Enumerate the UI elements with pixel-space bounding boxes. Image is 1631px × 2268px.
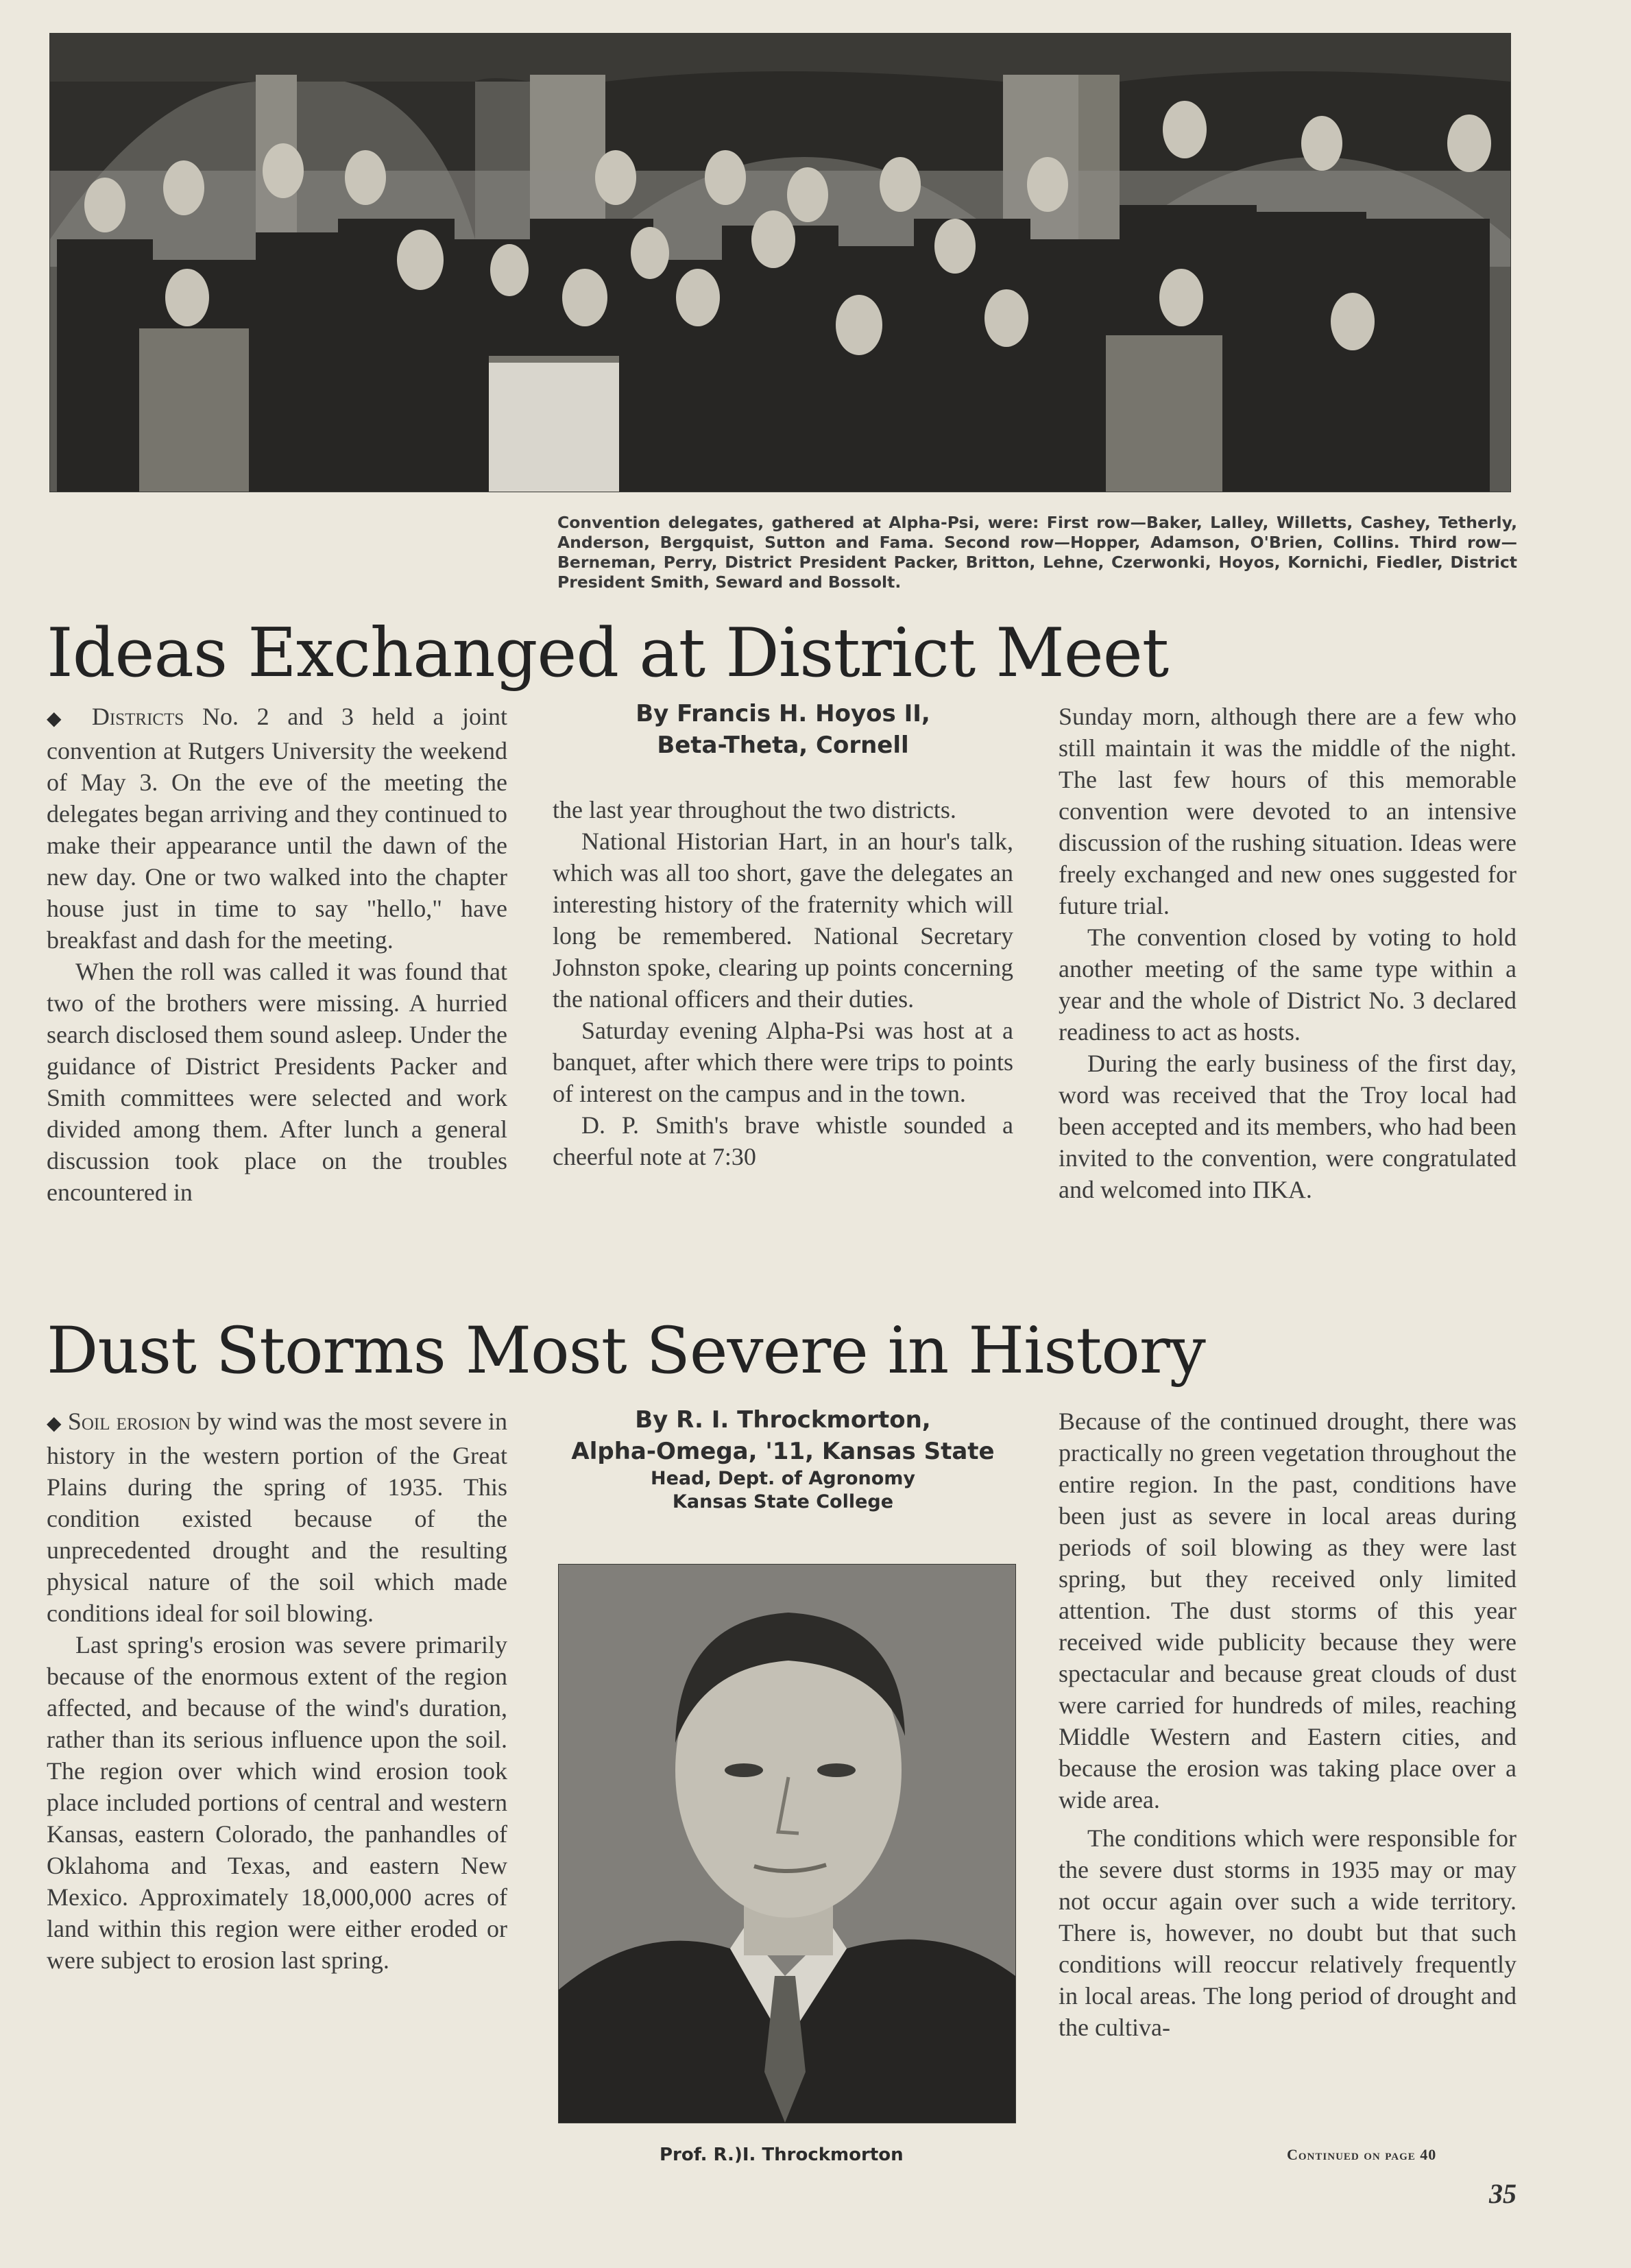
article1-column-2 [553, 794, 1013, 1172]
article1-headline: Ideas Exchanged at District Meet [47, 614, 1169, 692]
article1-lead-rest: No. 2 and 3 held a joint convention at Rutgers University the weekend of May 3. On the eve of the meeting the delegates began arriving and they continued to make their appearance until the dawn of the new day. One or two walked into the chapter house just in time to say "hello," have breakfast and dash for the meeting. [47, 703, 507, 954]
article2-byline [553, 1404, 1013, 1514]
article2-lead-rest: by wind was the most severe in history in the western portion of the Great Plains during the spring of 1935. This condition existed because of the unprecedented drought and the resulting physical nature of the soil which made conditions ideal for soil blowing. [47, 1408, 507, 1627]
article1-col3-paragraph-3: During the early business of the first day, word was received that the Troy local had been accepted and its members, who had been invited to the convention, were congratulated and welcomed into ΠΚΑ. [1059, 1050, 1517, 1203]
portrait-caption: Prof. R.)I. Throckmorton [660, 2145, 904, 2165]
article1-col2-paragraph-4: D. P. Smith's brave whistle sounded a cheerful note at 7:30 [553, 1111, 1013, 1170]
article2-column-1 [47, 1406, 507, 1976]
portrait-photo [558, 1564, 1016, 2123]
article2-col1-paragraph-2: Last spring's erosion was severe primarily because of the enormous extent of the region affected, and because of the wind's duration, rather than its serious influence upon the soil. The region over which wind erosion took place included portions of central and western Kansas, eastern Colorado, the panhandles of Oklahoma and Texas, and eastern New Mexico. Approximately 18,000,000 acres of land within this region were either eroded or were subject to erosion last spring. [47, 1631, 507, 1974]
article1-col2-paragraph-1: the last year throughout the two districts. [553, 796, 956, 823]
article2-col3-paragraph-2: The conditions which were responsible for the severe dust storms in 1935 may or may not occur again over such a wide territory. There is, however, no doubt but that such conditions will reoccur relatively frequently in local areas. The long period of drought and the cultiva- [1059, 1824, 1517, 2041]
article2-col3-paragraph-1: Because of the continued drought, there was practically no green vegetation throughout the entire region. In the past, conditions have been just as severe in local areas during periods of soil blowing as they were last spring, but they received only limited attention. The dust storms of this year received wide publicity because they were spectacular and because great clouds of dust were carried for hundreds of miles, reaching Middle Western and Eastern cities, and because the erosion was taking place over a wide area. [1059, 1408, 1517, 1813]
article1-byline [553, 698, 1013, 761]
article2-column-3 [1059, 1406, 1517, 2043]
article2-lead-smallcaps: Soil erosion [67, 1408, 191, 1435]
page-number: 35 [1489, 2178, 1517, 2209]
diamond-bullet-icon: ◆ [47, 1413, 62, 1434]
article2-byline-name: By R. I. Throckmorton, [635, 1406, 931, 1434]
article1-lead-smallcaps: Districts [91, 703, 184, 730]
article2-byline-school: Kansas State College [672, 1491, 894, 1512]
article2-lead-paragraph [47, 1406, 507, 1629]
group-photo-caption: Convention delegates, gathered at Alpha-Psi, were: First row—Baker, Lalley, Willetts, Cashey, Tetherly, Anderson, Bergquist, Sutton and Fama. Second row—Hopper, Adamson, O'Brien, Collins. Third row—Berneman, Perry, District President Packer, Britton, Lehne, Czerwonki, Hoyos, Kornichi, Fiedler, District President Smith, Seward and Bossolt. [557, 513, 1517, 592]
group-photo [49, 33, 1511, 492]
article1-column-3 [1059, 701, 1517, 1205]
article1-lead-paragraph [47, 701, 507, 956]
article1-col3-paragraph-1: Sunday morn, although there are a few who still maintain it was the middle of the night. The last few hours of this memorable convention were devoted to an intensive discussion of the rushing situation. Ideas were freely exchanged and new ones suggested for future trial. [1059, 703, 1517, 919]
article1-byline-name: By Francis H. Hoyos II, [636, 700, 930, 727]
continued-on-page: Continued on page 40 [1287, 2146, 1437, 2163]
diamond-bullet-icon: ◆ [47, 708, 74, 729]
article1-column-1 [47, 701, 507, 1208]
article2-headline: Dust Storms Most Severe in History [47, 1314, 1205, 1388]
article1-col2-paragraph-3: Saturday evening Alpha-Psi was host at a banquet, after which there were trips to points of interest on the campus and in the town. [553, 1017, 1013, 1107]
article1-byline-chapter: Beta-Theta, Cornell [657, 732, 909, 759]
article1-col2-paragraph-2: National Historian Hart, in an hour's talk, which was all too short, gave the delegates an interesting history of the fraternity which will long be remembered. National Secretary Johnston spoke, clearing up points concerning the national officers and their duties. [553, 828, 1013, 1013]
article2-byline-chapter: Alpha-Omega, '11, Kansas State [571, 1438, 995, 1465]
article1-col3-paragraph-2: The convention closed by voting to hold another meeting of the same type within a year and the whole of District No. 3 declared readiness to act as hosts. [1059, 924, 1517, 1046]
article2-byline-title: Head, Dept. of Agronomy [650, 1468, 915, 1489]
article1-col1-paragraph-2: When the roll was called it was found that two of the brothers were missing. A hurried search disclosed them sound asleep. Under the guidance of District Presidents Packer and Smith committees were selected and work divided among them. After lunch a general discussion took place on the troubles encountered in [47, 958, 507, 1206]
